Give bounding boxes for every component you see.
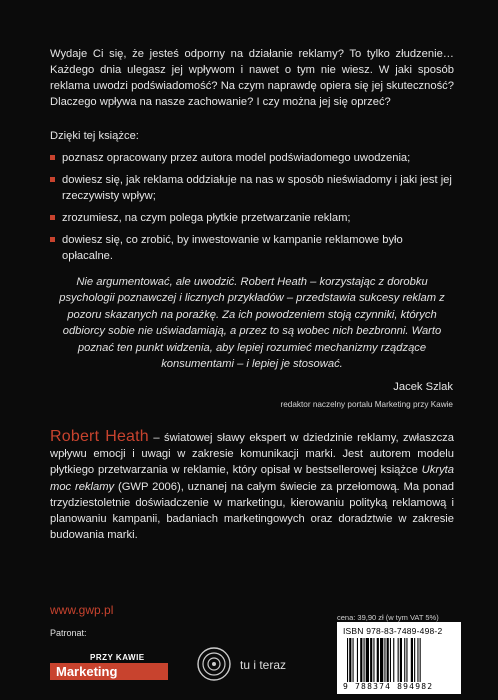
marketing-przy-kawie-logo: PRZY KAWIE Marketing	[50, 653, 178, 681]
list-item: zrozumiesz, na czym polega płytkie przetwarzanie reklam;	[50, 210, 454, 226]
barcode-number: 9 788374 894982	[343, 682, 434, 691]
reviewer-role: redaktor naczelny portalu Marketing przy Kawie	[280, 400, 453, 409]
bullet-icon	[50, 215, 55, 220]
book-title: Ukryta moc reklamy	[50, 464, 454, 493]
author-name: Robert Heath	[50, 428, 149, 445]
publisher-website-link[interactable]: www.gwp.pl	[50, 603, 114, 617]
isbn-number: ISBN 978-83-7489-498-2	[343, 626, 443, 636]
review-quote: Nie argumentować, ale uwodzić. Robert Heath – korzystając z dorobku psychologii poznawczej i licznych przykładów – przedstawia sukcesy reklam z pozoru skazanych na porażkę. Za ich powodzeniem stoją czynniki, których odbiorcy sobie nie uświadamiają, a przez to są wobec nich bezbronni. Warto poznać ten punkt widzenia, aby lepiej rozumieć mechanizmy rządzące konsumentami – i lepiej je stosować.	[59, 276, 445, 371]
price-label: cena: 39,90 zł (w tym VAT 5%)	[337, 613, 439, 622]
tu-i-teraz-logo-icon	[196, 646, 232, 682]
barcode-icon	[347, 638, 451, 682]
patronat-label: Patronat:	[50, 628, 87, 638]
list-item: poznasz opracowany przez autora model podświadomego uwodzenia;	[50, 150, 454, 166]
list-item: dowiesz się, co zrobić, by inwestowanie w kampanie reklamowe było opłacalne.	[50, 232, 454, 264]
bullet-icon	[50, 237, 55, 242]
tu-i-teraz-logo-text: tu i teraz	[240, 658, 287, 672]
benefits-title: Dzięki tej książce:	[50, 130, 139, 142]
isbn-barcode	[337, 622, 461, 694]
reviewer-name: Jacek Szlak	[393, 381, 453, 393]
bullet-icon	[50, 155, 55, 160]
author-bio: Robert Heath – światowej sławy ekspert w dziedzinie reklamy, zwłaszcza wpływu emocji i uwagi w zakresie komunikacji marki. Jest autorem modelu płytkiego przetwarzania w reklamie, który opisał w bestsellerowej książce Ukryta moc reklamy (GWP 2006), uznanej na całym świecie za przełomową. Ma ponad trzydziestoletnie doświadczenie w marketingu, kierowaniu polityką reklamową i planowaniu kampanii, badaniach marketingowych oraz doradztwie w zakresie budowania marki.	[50, 428, 455, 542]
list-item: dowiesz się, jak reklama oddziałuje na nas w sposób nieświadomy i jaki jest jej rzeczywisty wpływ;	[50, 172, 454, 204]
bullet-icon	[50, 177, 55, 182]
benefits-list	[50, 150, 454, 270]
intro-paragraph: Wydaje Ci się, że jesteś odporny na działanie reklamy? To tylko złudzenie… Każdego dnia ulegasz jej wpływom i nawet o tym nie wiesz. W jaki sposób reklama uwodzi podświadomość? Na czym naprawdę opiera się jej skuteczność? Dlaczego wpływa na nasze zachowanie? I czy można jej się oprzeć?	[50, 48, 454, 108]
